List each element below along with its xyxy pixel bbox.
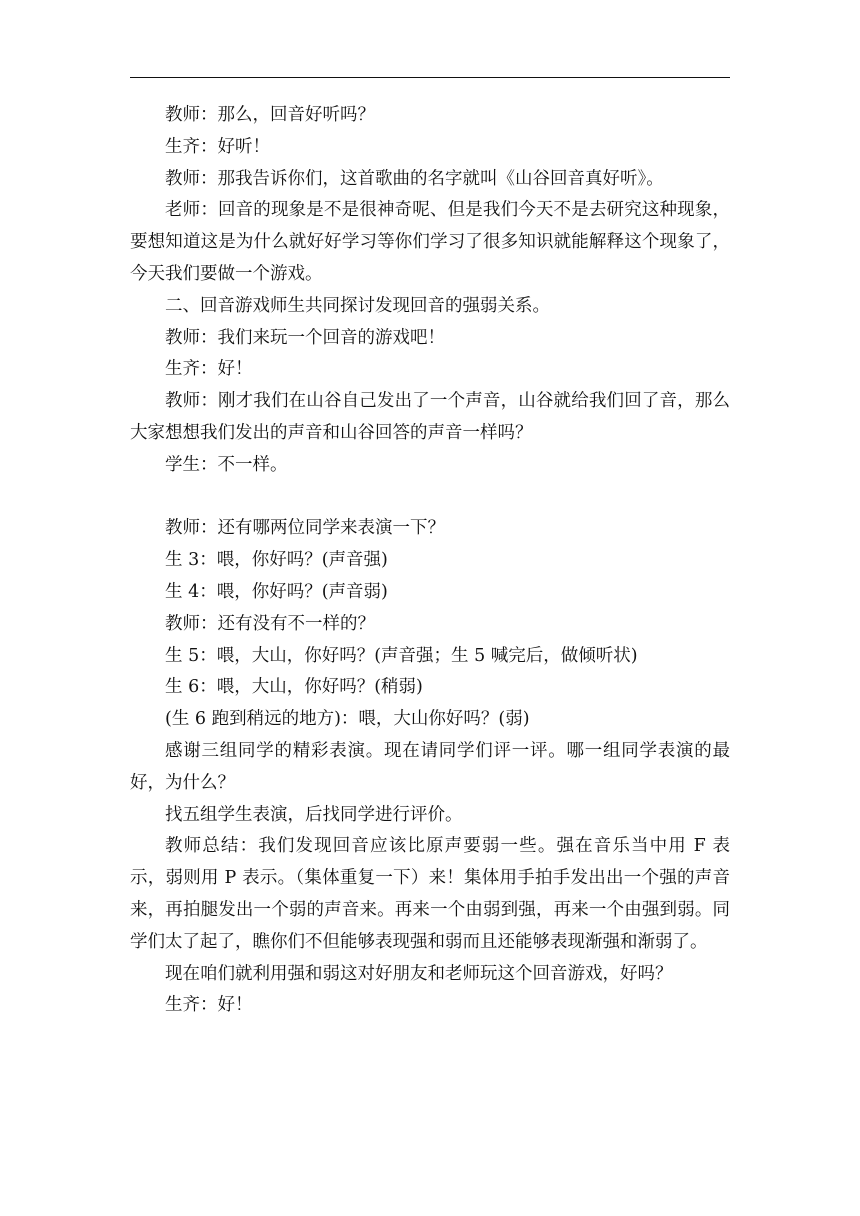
header-rule [130,77,730,78]
paragraph: 生齐：好听！ [165,136,270,157]
paragraph: 教师总结：我们发现回音应该比原声要弱一些。强在音乐当中用 F 表示，弱则用 P 表示。（集体重复一下）来！集体用手拍手发出出一个强的声音来，再拍腿发出一个弱的声音来。再来一个由弱到强，再来一个由强到弱。同学们太了起了，瞧你们不但能够表现强和弱而且还能够表现渐强和渐弱了。 [130,836,731,952]
paragraph: 生 5：喂，大山，你好吗？(声音强；生 5 喊完后，做倾听状) [165,645,638,666]
paragraph: 生齐：好！ [165,995,253,1016]
paragraph: 老师：回音的现象是不是很神奇呢、但是我们今天不是去研究这种现象，要想知道这是为什么就好好学习等你们学习了很多知识就能解释这个现象了，今天我们要做一个游戏。 [130,200,730,284]
document-body [130,100,730,1022]
paragraph: (生 6 跑到稍远的地方)：喂，大山你好吗？(弱) [165,709,530,730]
paragraph: 生齐：好！ [165,359,253,380]
paragraph: 感谢三组同学的精彩表演。现在请同学们评一评。哪一组同学表演的最好，为什么？ [130,740,730,793]
paragraph: 教师：我们来玩一个回音的游戏吧！ [165,327,445,348]
paragraph: 生 6：喂，大山，你好吗？(稍弱) [165,677,423,698]
paragraph: 学生：不一样。 [165,454,288,475]
paragraph: 教师：还有没有不一样的？ [165,613,375,634]
paragraph: 教师：刚才我们在山谷自己发出了一个声音，山谷就给我们回了音，那么大家想想我们发出的声音和山谷回答的声音一样吗？ [130,391,730,443]
blank-line [130,482,730,514]
paragraph: 生 3：喂，你好吗？(声音强) [165,550,388,571]
paragraph: 找五组学生表演，后找同学进行评价。 [165,804,463,825]
paragraph: 现在咱们就利用强和弱这对好朋友和老师玩这个回音游戏，好吗？ [165,963,673,984]
paragraph: 生 4：喂，你好吗？(声音弱) [165,581,388,602]
paragraph: 教师：还有哪两位同学来表演一下？ [165,518,445,539]
paragraph: 教师：那我告诉你们，这首歌曲的名字就叫《山谷回音真好听》。 [165,168,664,189]
section-heading: 二、回音游戏师生共同探讨发现回音的强弱关系。 [165,295,550,316]
paragraph: 教师：那么，回音好听吗？ [165,105,375,125]
